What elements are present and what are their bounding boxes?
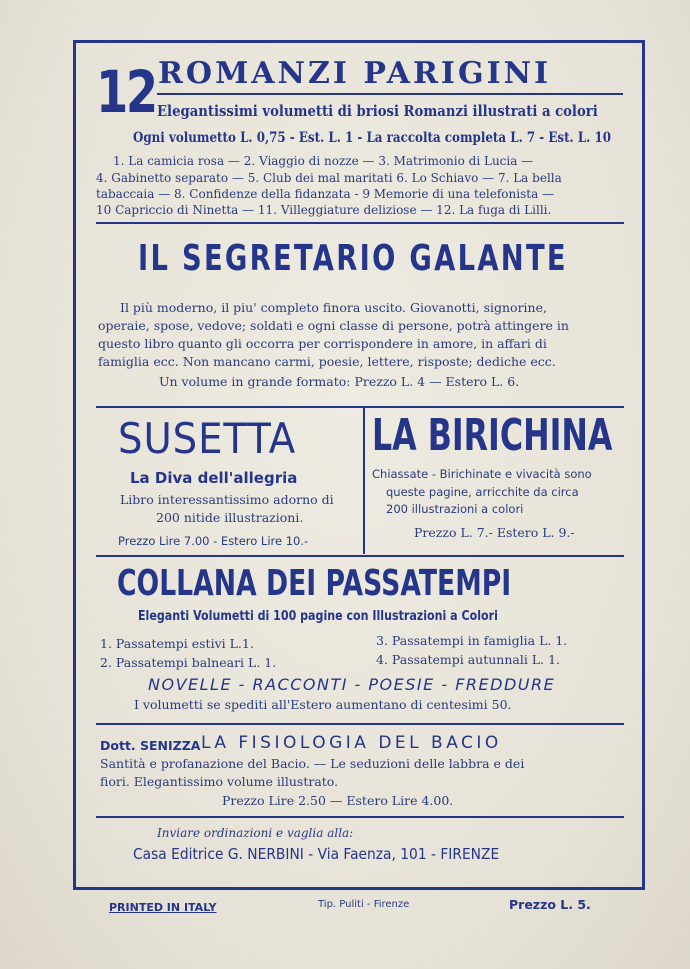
segretario-price: Un volume in grande formato: Prezzo L. 4 — Estero L. 6.: [159, 374, 520, 389]
birichina-title: LA BIRICHINA: [372, 410, 613, 461]
fisiologia-title: LA FISIOLOGIA DEL BACIO: [201, 733, 502, 753]
printed-in-italy: PRINTED IN ITALY: [109, 901, 217, 914]
typographer-credit: Tip. Puliti - Firenze: [318, 899, 410, 910]
romanzi-list-line: 10 Capriccio di Ninetta — 11. Villeggiature deliziose — 12. La fuga di Lilli.: [96, 203, 552, 217]
susetta-desc-line: Libro interessantissimo adorno di: [120, 492, 334, 507]
fisiologia-author: Dott. SENIZZA: [100, 738, 201, 753]
section-divider: [96, 723, 624, 725]
ordering-invite: Inviare ordinazioni e vaglia alla:: [157, 826, 354, 840]
romanzi-title-rule: [157, 93, 623, 95]
romanzi-title: ROMANZI PARIGINI: [158, 56, 552, 91]
section-divider: [96, 406, 624, 408]
birichina-desc-line: queste pagine, arricchite da circa: [386, 485, 579, 499]
fisiologia-body-line: fiori. Elegantissimo volume illustrato.: [100, 774, 339, 789]
romanzi-list-line: tabaccaia — 8. Confidenze della fidanzata - 9 Memorie di una telefonista —: [96, 187, 555, 201]
fisiologia-price: Prezzo Lire 2.50 — Estero Lire 4.00.: [222, 793, 454, 808]
section-divider: [96, 222, 624, 224]
column-divider: [363, 408, 365, 554]
susetta-title: SUSETTA: [118, 414, 297, 463]
susetta-price: Prezzo Lire 7.00 - Estero Lire 10.-: [118, 534, 309, 548]
segretario-title: IL SEGRETARIO GALANTE: [138, 238, 568, 279]
fisiologia-body-line: Santità e profanazione del Bacio. — Le seduzioni delle labbra e dei: [100, 756, 525, 771]
collana-title: COLLANA DEI PASSATEMPI: [117, 563, 512, 604]
romanzi-number: 12: [96, 58, 156, 126]
birichina-price: Prezzo L. 7.- Estero L. 9.-: [414, 525, 575, 540]
collana-subtitle: Eleganti Volumetti di 100 pagine con Illustrazioni a Colori: [138, 608, 498, 624]
susetta-desc-line: 200 nitide illustrazioni.: [156, 510, 304, 525]
romanzi-price: Ogni volumetto L. 0,75 - Est. L. 1 - La raccolta completa L. 7 - Est. L. 10: [133, 130, 611, 146]
segretario-body-line: famiglia ecc. Non mancano carmi, poesie, lettere, risposte; dediche ecc.: [98, 354, 556, 369]
collana-item: 3. Passatempi in famiglia L. 1.: [376, 633, 568, 648]
collana-note: I volumetti se spediti all'Estero aumentano di centesimi 50.: [134, 697, 512, 712]
birichina-desc-line: Chiassate - Birichinate e vivacità sono: [372, 467, 592, 481]
collana-item: 1. Passatempi estivi L.1.: [100, 636, 254, 651]
romanzi-subtitle: Elegantissimi volumetti di briosi Romanzi illustrati a colori: [157, 102, 598, 120]
section-divider: [96, 555, 624, 557]
cover-price: Prezzo L. 5.: [509, 897, 591, 912]
segretario-body-line: operaie, spose, vedove; soldati e ogni classe di persone, potrà attingere in: [98, 318, 569, 333]
collana-item: 2. Passatempi balneari L. 1.: [100, 655, 277, 670]
romanzi-list-line: 4. Gabinetto separato — 5. Club dei mal maritati 6. Lo Schiavo — 7. La bella: [96, 171, 562, 185]
collana-item: 4. Passatempi autunnali L. 1.: [376, 652, 561, 667]
section-divider: [96, 816, 624, 818]
segretario-body-line: Il più moderno, il piu' completo finora uscito. Giovanotti, signorine,: [120, 300, 547, 315]
publisher-address: Casa Editrice G. NERBINI - Via Faenza, 101 - FIRENZE: [133, 845, 500, 863]
susetta-subtitle: La Diva dell'allegria: [130, 469, 298, 487]
romanzi-list-line: 1. La camicia rosa — 2. Viaggio di nozze — 3. Matrimonio di Lucia —: [113, 154, 534, 168]
birichina-desc-line: 200 illustrazioni a colori: [386, 502, 524, 516]
segretario-body-line: questo libro quanto gli occorra per corrispondere in amore, in affari di: [98, 336, 547, 351]
collana-tagline: NOVELLE - RACCONTI - POESIE - FREDDURE: [148, 675, 556, 694]
